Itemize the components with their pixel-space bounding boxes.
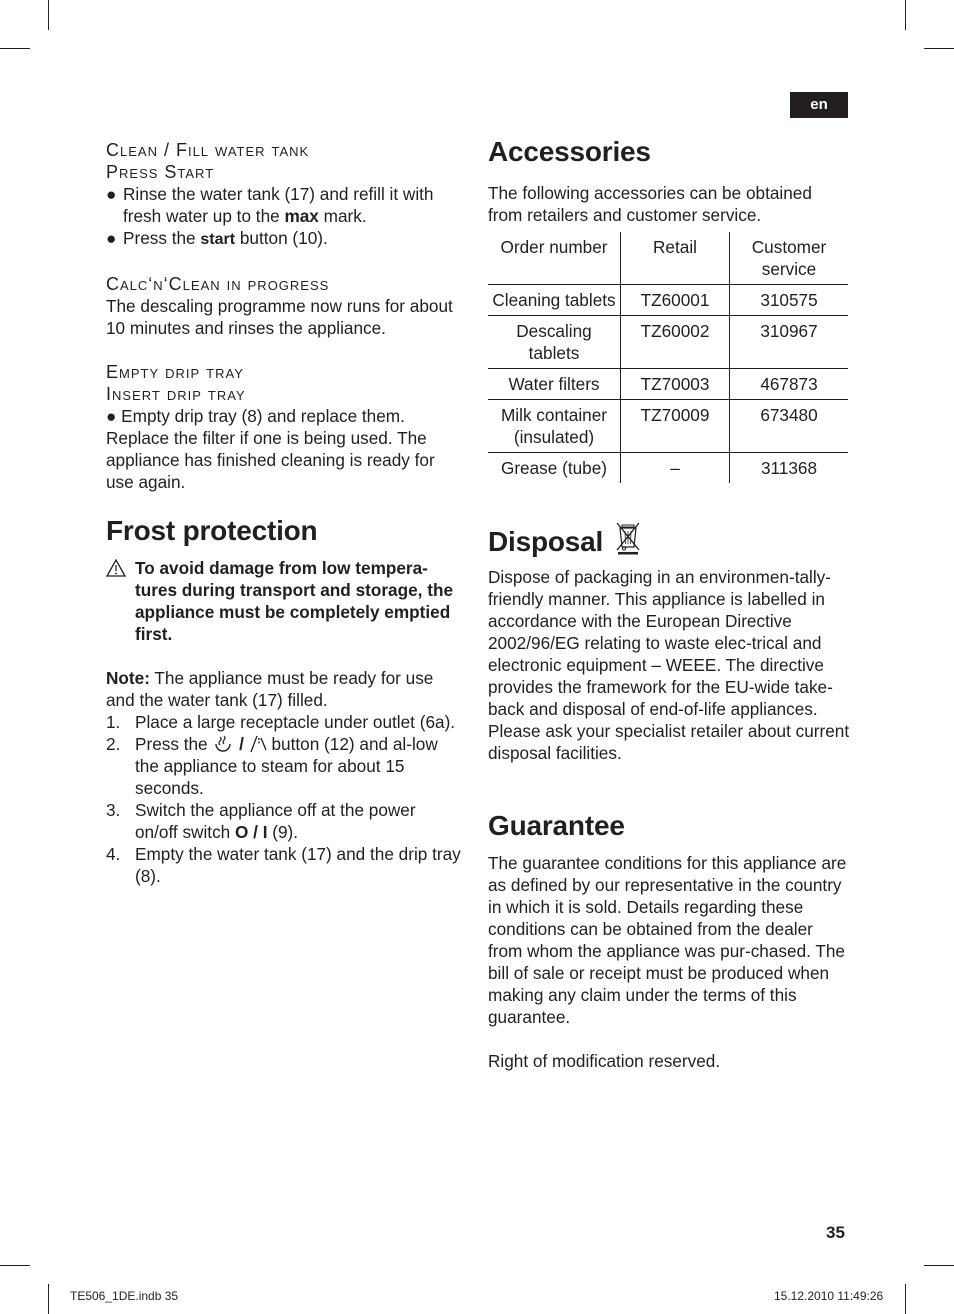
table-cell: TZ70003 xyxy=(621,369,730,400)
table-cell: Descaling tablets xyxy=(516,321,592,363)
paragraph: Right of modification reserved. xyxy=(488,1051,721,1071)
crop-mark xyxy=(905,1284,906,1314)
display-message: Empty drip tray xyxy=(106,362,244,382)
crop-mark xyxy=(924,48,954,49)
section-title-accessories: Accessories xyxy=(488,136,651,167)
steam-icon xyxy=(212,735,234,753)
warning-note: To avoid damage from low tempera-tures during transport and storage, the appliance must be completely emptied first. xyxy=(106,557,462,645)
column-header: Order number xyxy=(500,237,608,257)
column-header: Retail xyxy=(621,232,730,285)
column-header: Customer service xyxy=(730,232,849,285)
table-cell: 310967 xyxy=(730,316,849,369)
crop-mark xyxy=(924,1265,954,1266)
weee-bin-icon xyxy=(615,521,641,555)
paragraph: Replace the filter if one is being used. The appliance has finished cleaning is ready for use again. xyxy=(106,428,435,492)
bullet-item: ● Press the start button (10). xyxy=(106,228,328,248)
table-cell: TZ70009 xyxy=(621,400,730,453)
table-header-row xyxy=(488,232,848,285)
display-message: Calc‘n‘Clean in progress xyxy=(106,274,330,294)
table-row xyxy=(488,453,848,484)
bullet-item: ● Rinse the water tank (17) and refill it with fresh water up to the max mark. xyxy=(106,184,434,226)
bullet-item: ● Empty drip tray (8) and replace them. xyxy=(106,406,405,426)
paragraph: Dispose of packaging in an environmen-tally-friendly manner. This appliance is labelled in accordance with the European Directive 2002/96/EG relating to waste elec-trical and electronic equipment – WEEE. The directive provides the framework for the EU-wide take-back and disposal of end-of-life appliances. Please ask your specialist retailer about current disposal facilities. xyxy=(488,567,850,763)
paragraph: The guarantee conditions for this appliance are as defined by our representative in the country in which it is sold. Details regarding these conditions can be obtained from the dealer from whom the appliance was pur-chased. The bill of sale or receipt must be produced when making any claim under the terms of this guarantee. xyxy=(488,853,847,1027)
paragraph: The descaling programme now runs for about 10 minutes and rinses the appliance. xyxy=(106,296,453,338)
language-tab: en xyxy=(790,92,848,118)
table-row xyxy=(488,400,848,453)
hot-water-icon xyxy=(249,735,267,753)
list-item: 2. Press the / button (12) and al-low the appliance to steam for about 15 seconds. xyxy=(106,734,438,798)
crop-mark xyxy=(48,0,49,30)
crop-mark xyxy=(48,1284,49,1314)
footer-datetime: 15.12.2010 11:49:26 xyxy=(774,1289,884,1303)
accessories-table xyxy=(488,232,848,483)
table-cell: Milk container (insulated) xyxy=(500,405,608,447)
table-cell: Grease (tube) xyxy=(500,458,608,478)
page-number: 35 xyxy=(826,1223,845,1242)
table-cell: Cleaning tablets xyxy=(492,290,616,310)
list-item: 1. Place a large receptacle under outlet (6a). xyxy=(106,712,456,732)
table-cell: Water filters xyxy=(508,374,600,394)
list-item: 3. Switch the appliance off at the power on/off switch O / I (9). xyxy=(106,800,416,842)
table-cell: TZ60001 xyxy=(621,285,730,316)
warning-icon xyxy=(106,559,126,577)
table-cell: 310575 xyxy=(730,285,849,316)
note: Note: The appliance must be ready for use and the water tank (17) filled. xyxy=(106,668,434,710)
table-cell: 311368 xyxy=(730,453,849,484)
table-cell: 467873 xyxy=(730,369,849,400)
table-row xyxy=(488,316,848,369)
table-row xyxy=(488,369,848,400)
steps-list xyxy=(106,711,462,887)
display-message: Insert drip tray xyxy=(106,384,246,404)
list-item: 4. Empty the water tank (17) and the drip tray (8). xyxy=(106,844,461,886)
table-cell: 673480 xyxy=(730,400,849,453)
display-message: Clean / Fill water tank xyxy=(106,140,310,160)
crop-mark xyxy=(905,0,906,30)
table-cell: TZ60002 xyxy=(621,316,730,369)
right-column xyxy=(488,136,850,1072)
crop-mark xyxy=(0,1265,30,1266)
paragraph: The following accessories can be obtained from retailers and customer service. xyxy=(488,183,812,225)
section-title-guarantee: Guarantee xyxy=(488,810,625,841)
table-cell: – xyxy=(621,453,730,484)
table-row xyxy=(488,285,848,316)
display-message: Press Start xyxy=(106,162,215,182)
section-title-disposal: Disposal xyxy=(488,521,850,558)
footer-file: TE506_1DE.indb 35 xyxy=(70,1289,179,1303)
section-title-frost: Frost protection xyxy=(106,515,318,546)
left-column xyxy=(106,139,462,887)
crop-mark xyxy=(0,48,30,49)
